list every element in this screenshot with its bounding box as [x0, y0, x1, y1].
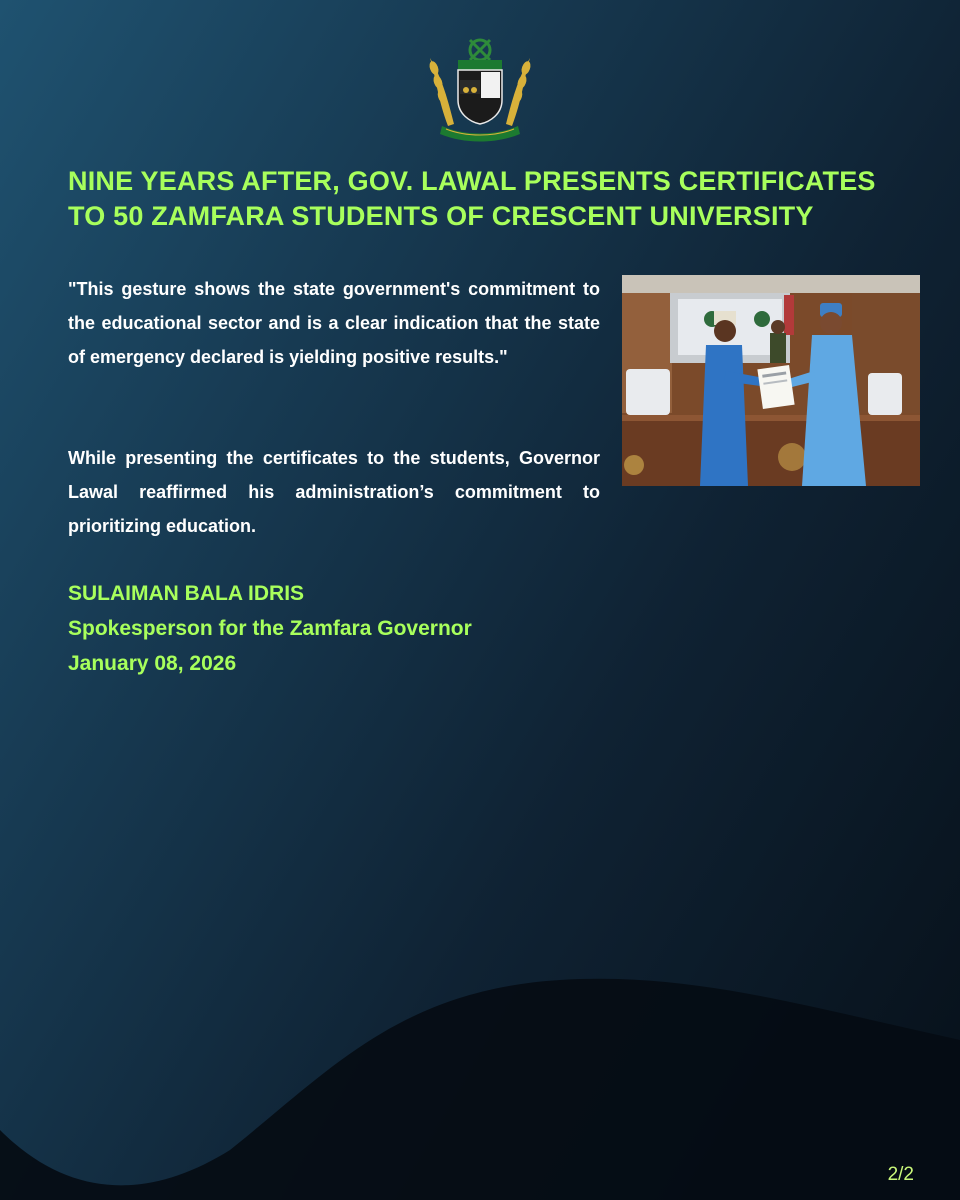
quote-paragraph: "This gesture shows the state government's commitment to the educational sector and is a clear indication that the state of emergency declared is yielding positive results." — [68, 279, 600, 367]
signature-name: SULAIMAN BALA IDRIS — [68, 582, 305, 605]
headline-line-1: NINE YEARS AFTER, GOV. LAWAL PRESENTS CERTIFICATES — [68, 166, 876, 196]
signature-block — [68, 576, 668, 681]
page-counter: 2/2 — [887, 1164, 914, 1185]
headline-line-2: TO 50 ZAMFARA STUDENTS OF CRESCENT UNIVERSITY — [68, 201, 814, 231]
signature-role: Spokesperson for the Zamfara Governor — [68, 617, 472, 640]
body-paragraph: While presenting the certificates to the students, Governor Lawal reaffirmed his administration’s commitment to prioritizing education. — [68, 448, 600, 536]
certificate-presentation-photo — [622, 275, 920, 486]
headline — [68, 164, 908, 234]
zamfara-coat-of-arms-icon — [424, 30, 536, 142]
signature-date: January 08, 2026 — [68, 652, 237, 675]
